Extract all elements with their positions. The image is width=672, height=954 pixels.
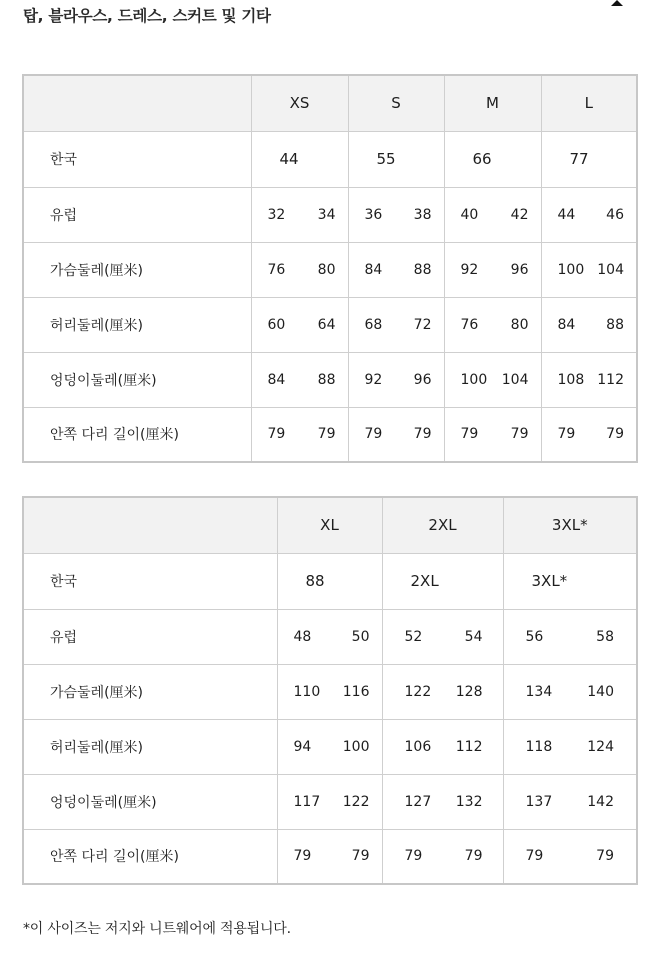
table-row xyxy=(23,553,637,609)
cell-value: 72 xyxy=(413,316,432,333)
cell-value: 140 xyxy=(587,683,614,700)
cell-value: 92 xyxy=(364,371,383,388)
cell-value: 79 xyxy=(525,848,544,865)
cell-value: 79 xyxy=(557,426,576,443)
table-row xyxy=(23,242,637,297)
cell-pair xyxy=(382,774,503,829)
cell-value: 60 xyxy=(267,316,286,333)
cell-pair xyxy=(541,242,637,297)
size-table-1 xyxy=(22,74,638,463)
cell-value: 134 xyxy=(525,683,553,700)
cell-value: 64 xyxy=(317,316,336,333)
page-title: 탑, 블라우스, 드레스, 스커트 및 기타 xyxy=(23,7,271,25)
cell-pair xyxy=(348,187,444,242)
cell-pair xyxy=(277,829,382,884)
cell-value: 44 xyxy=(557,206,576,223)
size-header: XS xyxy=(251,75,348,131)
cell-pair xyxy=(541,187,637,242)
table-row xyxy=(23,407,637,462)
cell-value: 52 xyxy=(404,628,423,645)
cell-value: 80 xyxy=(317,261,336,278)
cell-value: 55 xyxy=(348,131,444,187)
cell-value: 112 xyxy=(597,371,624,388)
table-row xyxy=(23,131,637,187)
cell-value: 76 xyxy=(267,261,286,278)
cell-value: 96 xyxy=(510,261,529,278)
cell-pair xyxy=(251,242,348,297)
cell-pair xyxy=(444,407,541,462)
size-header: S xyxy=(348,75,444,131)
cell-value: 68 xyxy=(364,316,383,333)
cell-value: 79 xyxy=(317,426,336,443)
cell-pair xyxy=(444,352,541,407)
cell-value: 79 xyxy=(596,848,614,865)
cell-value: 76 xyxy=(460,316,479,333)
cell-value: 79 xyxy=(267,426,286,443)
table-row xyxy=(23,609,637,664)
cell-value: 84 xyxy=(557,316,576,333)
cell-pair xyxy=(503,829,637,884)
cell-value: 116 xyxy=(342,683,370,700)
cell-pair xyxy=(444,242,541,297)
cell-value: 56 xyxy=(525,628,544,645)
cell-value: 36 xyxy=(364,206,383,223)
cell-value: 80 xyxy=(510,316,529,333)
cell-value: 79 xyxy=(510,426,529,443)
cell-value: 79 xyxy=(460,426,479,443)
row-label: 한국 xyxy=(23,553,277,609)
cell-value: 79 xyxy=(606,426,624,443)
cell-pair xyxy=(251,187,348,242)
cell-value: 34 xyxy=(317,206,336,223)
cell-value: 46 xyxy=(606,206,624,223)
cell-value: 42 xyxy=(510,206,529,223)
size-header: M xyxy=(444,75,541,131)
cell-value: 88 xyxy=(606,316,624,333)
size-header: L xyxy=(541,75,637,131)
footnote: *이 사이즈는 저지와 니트웨어에 적용됩니다. xyxy=(23,921,291,937)
table-row xyxy=(23,187,637,242)
cell-value: 32 xyxy=(267,206,286,223)
cell-pair xyxy=(348,407,444,462)
cell-value: 58 xyxy=(596,628,614,645)
cell-value: 142 xyxy=(587,793,614,810)
row-label: 가슴둘레(厘米) xyxy=(23,242,251,297)
cell-pair xyxy=(503,664,637,719)
cell-pair xyxy=(251,297,348,352)
size-table-2 xyxy=(22,496,638,885)
cell-value: 104 xyxy=(597,261,624,278)
row-label: 한국 xyxy=(23,131,251,187)
cell-value: 132 xyxy=(455,793,483,810)
row-label: 엉덩이둘레(厘米) xyxy=(23,774,277,829)
cell-value: 88 xyxy=(277,553,382,609)
cell-value: 50 xyxy=(351,628,370,645)
cell-value: 79 xyxy=(364,426,383,443)
cell-pair xyxy=(251,352,348,407)
cell-value: 88 xyxy=(413,261,432,278)
cell-value: 100 xyxy=(342,738,370,755)
cell-pair xyxy=(503,719,637,774)
cell-value: 124 xyxy=(587,738,614,755)
cell-pair xyxy=(277,719,382,774)
row-label: 안쪽 다리 길이(厘米) xyxy=(23,829,277,884)
cell-value: 77 xyxy=(541,131,637,187)
cell-pair xyxy=(444,297,541,352)
cell-value: 54 xyxy=(464,628,483,645)
cell-value: 79 xyxy=(351,848,370,865)
cell-value: 127 xyxy=(404,793,432,810)
corner-cell xyxy=(23,75,251,131)
cell-pair xyxy=(348,297,444,352)
cell-value: 117 xyxy=(293,793,321,810)
row-label: 엉덩이둘레(厘米) xyxy=(23,352,251,407)
cell-value: 79 xyxy=(413,426,432,443)
cell-value: 108 xyxy=(557,371,585,388)
cell-value: 94 xyxy=(293,738,312,755)
cell-pair xyxy=(382,719,503,774)
cell-value: 40 xyxy=(460,206,479,223)
cell-pair xyxy=(251,407,348,462)
cell-value: 66 xyxy=(444,131,541,187)
cell-value: 118 xyxy=(525,738,553,755)
cell-pair xyxy=(277,774,382,829)
cell-pair xyxy=(382,664,503,719)
cell-pair xyxy=(277,664,382,719)
table-row xyxy=(23,719,637,774)
table-row xyxy=(23,774,637,829)
cell-pair xyxy=(382,829,503,884)
cell-value: 88 xyxy=(317,371,336,388)
cell-value: 44 xyxy=(251,131,348,187)
cell-value: 122 xyxy=(404,683,432,700)
cell-pair xyxy=(382,609,503,664)
table-row xyxy=(23,829,637,884)
cell-value: 3XL* xyxy=(503,553,637,609)
cell-value: 84 xyxy=(364,261,383,278)
row-label: 유럽 xyxy=(23,187,251,242)
cell-value: 84 xyxy=(267,371,286,388)
cell-pair xyxy=(503,609,637,664)
cell-value: 100 xyxy=(460,371,488,388)
table-row xyxy=(23,352,637,407)
corner-cell xyxy=(23,497,277,553)
cell-value: 38 xyxy=(413,206,432,223)
table-row xyxy=(23,297,637,352)
cell-value: 122 xyxy=(342,793,370,810)
size-header: 2XL xyxy=(382,497,503,553)
cell-pair xyxy=(348,352,444,407)
cell-pair xyxy=(541,297,637,352)
row-label: 허리둘레(厘米) xyxy=(23,297,251,352)
cell-value: 128 xyxy=(455,683,483,700)
size-header: 3XL* xyxy=(503,497,637,553)
cell-value: 104 xyxy=(501,371,529,388)
cell-value: 48 xyxy=(293,628,312,645)
cell-pair xyxy=(348,242,444,297)
cell-value: 79 xyxy=(464,848,483,865)
cell-pair xyxy=(277,609,382,664)
cell-value: 137 xyxy=(525,793,553,810)
cell-pair xyxy=(541,407,637,462)
cell-pair xyxy=(444,187,541,242)
cell-value: 79 xyxy=(293,848,312,865)
cell-pair xyxy=(541,352,637,407)
cell-value: 79 xyxy=(404,848,423,865)
row-label: 안쪽 다리 길이(厘米) xyxy=(23,407,251,462)
cell-pair xyxy=(503,774,637,829)
cell-value: 100 xyxy=(557,261,585,278)
cell-value: 112 xyxy=(455,738,483,755)
row-label: 유럽 xyxy=(23,609,277,664)
caret-up-icon[interactable] xyxy=(611,0,623,6)
cell-value: 2XL xyxy=(382,553,503,609)
cell-value: 92 xyxy=(460,261,479,278)
size-header: XL xyxy=(277,497,382,553)
cell-value: 110 xyxy=(293,683,321,700)
row-label: 가슴둘레(厘米) xyxy=(23,664,277,719)
cell-value: 96 xyxy=(413,371,432,388)
row-label: 허리둘레(厘米) xyxy=(23,719,277,774)
table-row xyxy=(23,664,637,719)
cell-value: 106 xyxy=(404,738,432,755)
